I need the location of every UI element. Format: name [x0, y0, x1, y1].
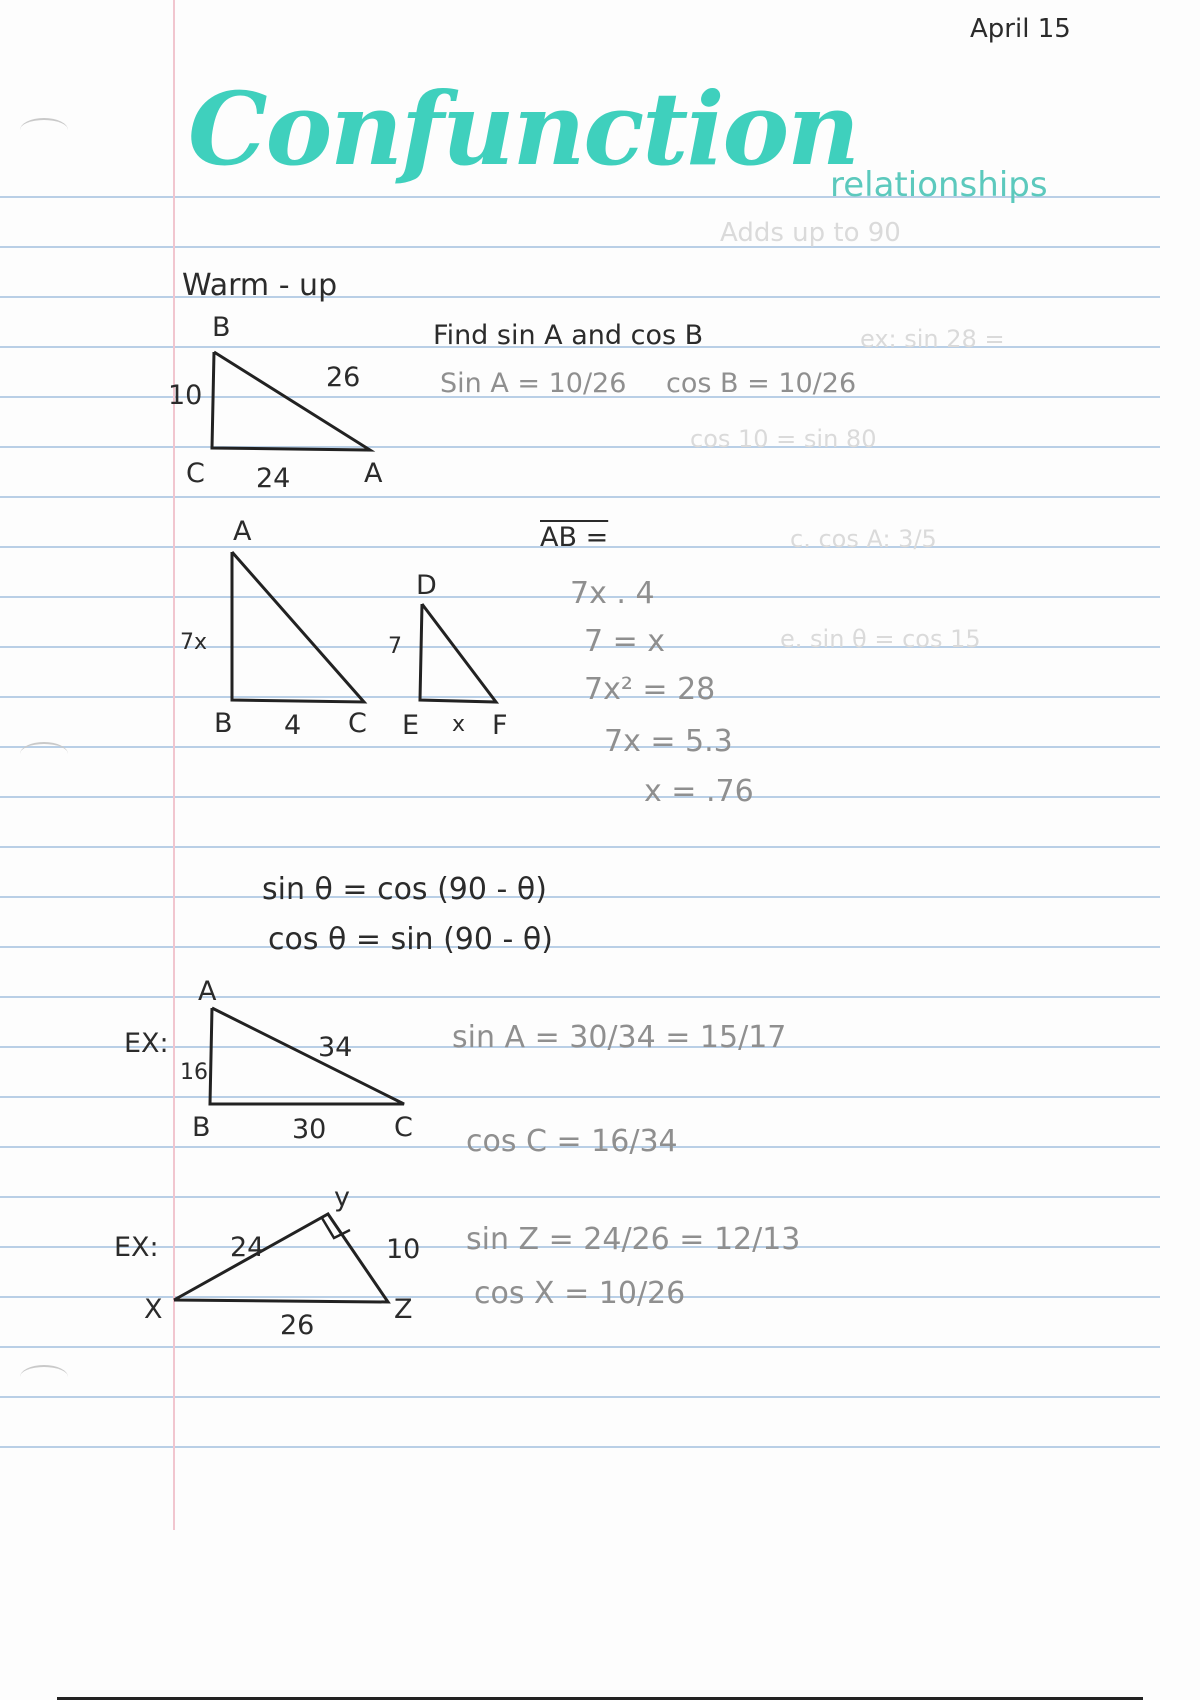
bleed-through-text: cos 10 = sin 80: [690, 425, 877, 453]
vertex-label-e: E: [402, 710, 420, 741]
work-line: 7x² = 28: [584, 672, 716, 707]
example2-cos: cos X = 10/26: [474, 1276, 686, 1311]
vertex-label-f: F: [492, 710, 508, 741]
example1-cos: cos C = 16/34: [466, 1124, 678, 1159]
side-label: 10: [168, 380, 203, 411]
side-label: 26: [280, 1310, 315, 1341]
bleed-through-text: ex: sin 28 =: [860, 325, 1005, 353]
side-label: 16: [180, 1060, 208, 1085]
vertex-label-a: A: [364, 458, 383, 489]
vertex-label-c: C: [186, 458, 205, 489]
ab-label: AB =: [540, 522, 609, 553]
date-label: April 15: [970, 14, 1071, 44]
warmup-prompt: Find sin A and cos B: [433, 320, 704, 351]
example-label: EX:: [124, 1028, 169, 1059]
vertex-label-b: B: [212, 312, 231, 343]
side-label: 24: [256, 463, 291, 494]
vertex-label-b: B: [192, 1112, 211, 1143]
example2-sin: sin Z = 24/26 = 12/13: [466, 1222, 801, 1257]
bleed-through-text: Adds up to 90: [720, 218, 901, 248]
side-label: 24: [230, 1232, 265, 1263]
bleed-through-text: c. cos A: 3/5: [790, 525, 937, 553]
vertex-label-a: A: [198, 976, 217, 1007]
vertex-label-y: y: [334, 1182, 350, 1213]
page-subtitle: relationships: [830, 165, 1048, 205]
warmup-answer-cos: cos B = 10/26: [666, 368, 857, 399]
side-label: 10: [386, 1234, 421, 1265]
side-label: 30: [292, 1114, 327, 1145]
vertex-label-c: C: [394, 1112, 413, 1143]
work-line: 7x = 5.3: [604, 724, 733, 759]
vertex-label-c: C: [348, 708, 367, 739]
work-line: 7x . 4: [570, 576, 655, 611]
side-label: x: [452, 712, 466, 737]
vertex-label-d: D: [416, 570, 437, 601]
vertex-label-b: B: [214, 708, 233, 739]
side-label: 26: [326, 362, 361, 393]
vertex-label-z: Z: [394, 1294, 413, 1325]
example1-sin: sin A = 30/34 = 15/17: [452, 1020, 787, 1055]
identity-sin: sin θ = cos (90 - θ): [262, 872, 547, 907]
side-label: 7x: [180, 630, 208, 655]
work-line: x = .76: [644, 774, 754, 809]
side-label: 34: [318, 1032, 353, 1063]
bleed-through-text: e. sin θ = cos 15: [780, 625, 981, 653]
warmup-heading: Warm - up: [182, 268, 338, 303]
vertex-label-a: A: [233, 516, 252, 547]
vertex-label-x: X: [144, 1294, 163, 1325]
warmup-answer-sin: Sin A = 10/26: [440, 368, 627, 399]
work-line: 7 = x: [584, 624, 666, 659]
side-label: 7: [388, 634, 402, 659]
identity-cos: cos θ = sin (90 - θ): [268, 922, 553, 957]
side-label: 4: [284, 710, 302, 741]
example-label: EX:: [114, 1232, 159, 1263]
page-title: Confunction: [188, 70, 858, 188]
